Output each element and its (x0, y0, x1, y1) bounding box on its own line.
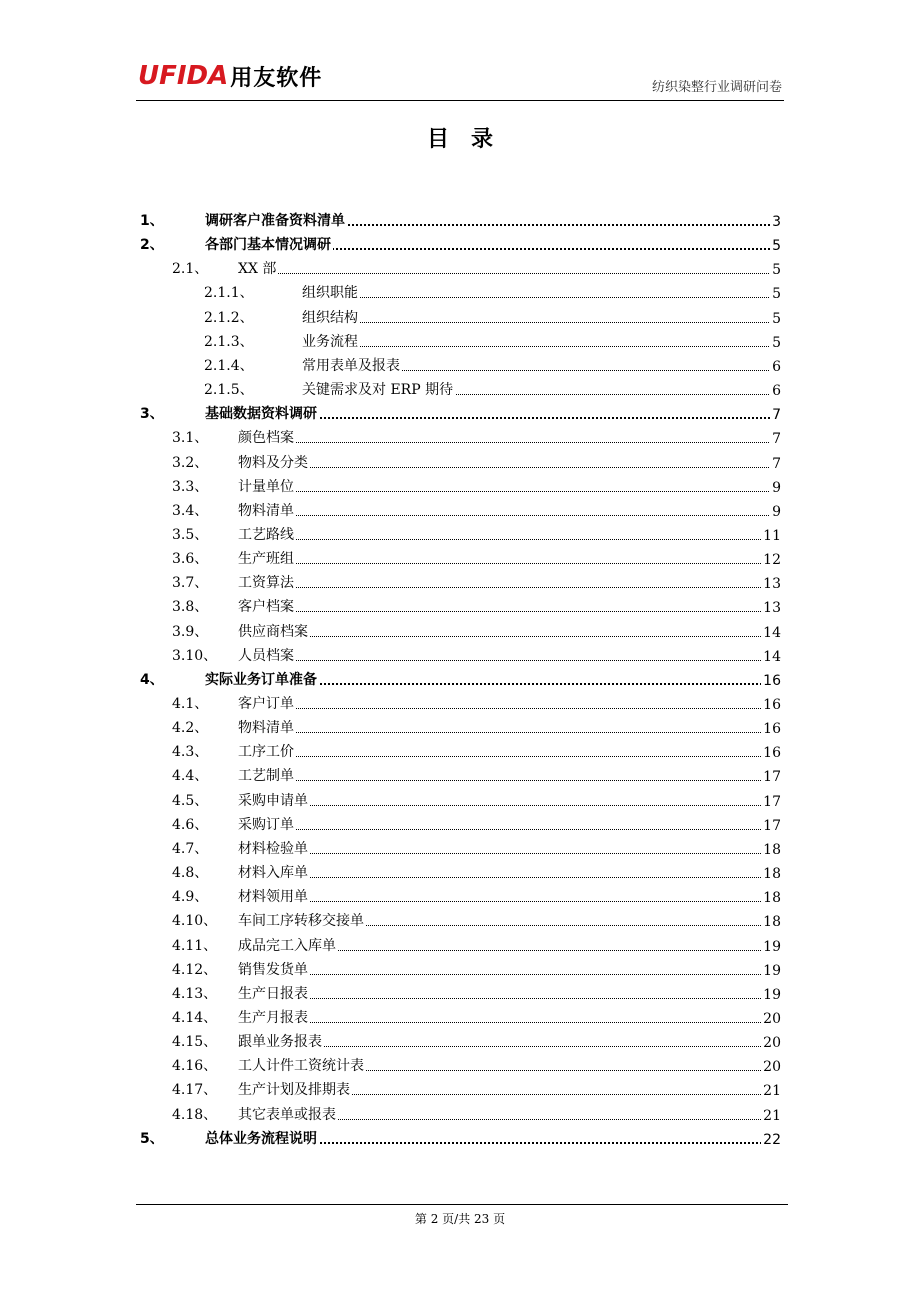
toc-entry-label[interactable]: 材料入库单 (238, 862, 310, 882)
toc-entry[interactable] (204, 305, 781, 329)
toc-entry-page: 13 (763, 576, 781, 593)
toc-leader-dots (238, 467, 781, 468)
toc-entry-label[interactable]: 物料清单 (238, 717, 296, 737)
toc-entry[interactable] (172, 908, 781, 932)
toc-entry-page: 21 (763, 1083, 781, 1100)
toc-entry-label[interactable]: 成品完工入库单 (238, 935, 338, 955)
toc-leader-dots (238, 877, 781, 878)
toc-entry[interactable] (172, 619, 781, 643)
toc-leader-dots (238, 539, 781, 540)
toc-entry[interactable] (172, 474, 781, 498)
toc-entry-page: 3 (772, 214, 781, 230)
toc-entry-label[interactable]: 计量单位 (238, 476, 296, 496)
toc-leader-dots (238, 708, 781, 709)
toc-entry-number: 4.16、 (172, 1058, 218, 1075)
toc-entry-number: 3.6、 (172, 551, 209, 568)
toc-entry-page: 20 (763, 1059, 781, 1076)
toc-entry-page: 18 (763, 914, 781, 931)
toc-entry-number: 4.7、 (172, 840, 209, 857)
toc-entry-number: 3.7、 (172, 575, 209, 592)
toc-entry-label[interactable]: 总体业务流程说明 (205, 1128, 319, 1148)
document-header-title: 纺织染整行业调研问卷 (651, 80, 782, 95)
logo-text-cn: 用友软件 (230, 65, 323, 91)
toc-entry-number: 4.5、 (172, 792, 209, 809)
toc-entry[interactable] (140, 667, 781, 691)
toc-entry-label[interactable]: 跟单业务报表 (238, 1031, 324, 1051)
toc-entry-number: 4.9、 (172, 889, 209, 906)
toc-entry-page: 14 (763, 648, 781, 665)
toc-entry-number: 4.6、 (172, 816, 209, 833)
company-logo (138, 60, 322, 92)
toc-entry-label[interactable]: 颜色档案 (238, 427, 296, 447)
toc-entry-page: 6 (772, 383, 781, 400)
toc-entry-label[interactable]: 关键需求及对 ERP 期待 (302, 379, 455, 399)
toc-entry-page: 7 (772, 431, 781, 448)
toc-entry[interactable] (204, 329, 781, 353)
toc-entry[interactable] (172, 570, 781, 594)
header-divider (136, 100, 784, 101)
toc-leader-dots (238, 829, 781, 830)
toc-entry-label[interactable]: 客户档案 (238, 596, 296, 616)
toc-entry-number: 3.3、 (172, 478, 209, 495)
toc-entry-number: 4.8、 (172, 865, 209, 882)
toc-entry-page: 18 (763, 890, 781, 907)
toc-entry[interactable] (140, 208, 781, 232)
toc-entry[interactable] (140, 232, 781, 256)
toc-entry-label[interactable]: 业务流程 (302, 331, 360, 351)
toc-entry-label[interactable]: 组织结构 (302, 307, 360, 327)
toc-leader-dots (238, 853, 781, 854)
toc-entry[interactable] (204, 353, 781, 377)
toc-leader-dots (238, 974, 781, 975)
toc-entry-number: 4.17、 (172, 1082, 218, 1099)
toc-entry-page: 9 (772, 503, 781, 520)
toc-entry-number: 4.13、 (172, 985, 218, 1002)
toc-leader-dots (238, 442, 781, 443)
toc-entry-label[interactable]: 生产班组 (238, 548, 296, 568)
toc-entry-number: 4.18、 (172, 1106, 218, 1123)
toc-entry-label[interactable]: 采购订单 (238, 814, 296, 834)
toc-entry-number: 2.1.2、 (204, 309, 254, 326)
toc-entry[interactable] (172, 836, 781, 860)
toc-leader-dots (238, 636, 781, 637)
toc-entry-page: 16 (763, 745, 781, 762)
toc-entry-label[interactable]: 销售发货单 (238, 959, 310, 979)
toc-entry-number: 5、 (140, 1130, 164, 1147)
toc-entry-page: 22 (763, 1131, 781, 1148)
toc-entry-page: 6 (772, 358, 781, 375)
toc-entry-label[interactable]: 供应商档案 (238, 621, 310, 641)
footer-divider (136, 1204, 788, 1205)
toc-entry[interactable] (172, 933, 781, 957)
toc-entry-label[interactable]: 工序工价 (238, 741, 296, 761)
toc-entry-label[interactable]: 生产月报表 (238, 1007, 310, 1027)
toc-entry-number: 2.1.5、 (204, 382, 254, 399)
toc-entry-label[interactable]: 基础数据资料调研 (205, 403, 319, 423)
toc-entry-label[interactable]: 材料领用单 (238, 886, 310, 906)
toc-leader-dots (238, 660, 781, 661)
toc-leader-dots (238, 732, 781, 733)
toc-entry-number: 3.9、 (172, 623, 209, 640)
toc-entry[interactable] (172, 1077, 781, 1101)
toc-entry-page: 18 (763, 841, 781, 858)
toc-entry-page: 16 (763, 697, 781, 713)
toc-entry-page: 5 (772, 334, 781, 351)
toc-entry[interactable] (204, 280, 781, 304)
toc-leader-dots (302, 322, 781, 323)
toc-entry-page: 20 (763, 1010, 781, 1027)
toc-entry[interactable] (172, 1005, 781, 1029)
toc-entry-label[interactable]: 工人计件工资统计表 (238, 1055, 366, 1075)
toc-entry-label[interactable]: 工资算法 (238, 572, 296, 592)
toc-entry-number: 2.1.1、 (204, 285, 254, 302)
toc-entry[interactable] (172, 715, 781, 739)
toc-entry[interactable] (172, 884, 781, 908)
toc-entry[interactable] (172, 425, 781, 449)
toc-entry-page: 17 (763, 793, 781, 810)
toc-entry-number: 4.14、 (172, 1009, 218, 1026)
toc-entry-page: 7 (772, 407, 781, 424)
toc-entry[interactable] (172, 981, 781, 1005)
toc-entry-page: 18 (763, 866, 781, 883)
logo-text-en: UFIDA (138, 61, 229, 91)
toc-entry-label[interactable]: 客户订单 (238, 693, 296, 713)
toc-entry[interactable] (172, 1102, 781, 1126)
toc-entry-number: 4.10、 (172, 913, 218, 930)
toc-leader-dots (238, 998, 781, 999)
toc-entry[interactable] (172, 957, 781, 981)
toc-entry[interactable] (172, 812, 781, 836)
toc-entry-page: 16 (763, 721, 781, 738)
toc-entry[interactable] (172, 739, 781, 763)
toc-entry-label[interactable]: 组织职能 (302, 282, 360, 302)
toc-entry-label[interactable]: 各部门基本情况调研 (205, 234, 333, 254)
toc-entry[interactable] (172, 1029, 781, 1053)
toc-entry-page: 17 (763, 817, 781, 834)
toc-entry-page: 12 (763, 552, 781, 569)
toc-entry-label[interactable]: 物料清单 (238, 500, 296, 520)
toc-entry-number: 4.4、 (172, 768, 209, 785)
toc-entry-page: 20 (763, 1035, 781, 1052)
toc-entry-label[interactable]: 生产计划及排期表 (238, 1079, 352, 1099)
page-title: 目录 (426, 126, 515, 152)
toc-entry[interactable] (172, 860, 781, 884)
toc-entry-page: 19 (763, 986, 781, 1003)
toc-entry-number: 1、 (140, 213, 164, 229)
toc-entry-number: 3.10、 (172, 647, 218, 664)
toc-entry-label[interactable]: 工艺路线 (238, 524, 296, 544)
toc-entry[interactable] (172, 594, 781, 618)
toc-entry-page: 19 (763, 938, 781, 955)
toc-entry-number: 4.11、 (172, 937, 218, 954)
toc-entry[interactable] (172, 1053, 781, 1077)
toc-entry[interactable] (140, 401, 781, 425)
toc-entry[interactable] (172, 498, 781, 522)
toc-entry-number: 3.1、 (172, 430, 209, 447)
toc-entry-number: 2.1.3、 (204, 333, 254, 350)
toc-entry-page: 13 (763, 600, 781, 617)
toc-entry-label[interactable]: 采购申请单 (238, 790, 310, 810)
toc-entry-number: 4、 (140, 671, 164, 688)
toc-leader-dots (238, 901, 781, 902)
toc-entry-page: 5 (772, 262, 781, 279)
toc-entry-label[interactable]: 工艺制单 (238, 765, 296, 785)
toc-entry-page: 14 (763, 624, 781, 641)
toc-entry[interactable] (140, 1126, 781, 1150)
toc-entry-number: 4.15、 (172, 1034, 218, 1051)
toc-entry-page: 11 (763, 527, 781, 544)
toc-entry[interactable] (172, 763, 781, 787)
toc-entry-page: 17 (763, 769, 781, 786)
toc-entry-number: 4.12、 (172, 961, 218, 978)
toc-leader-dots (238, 1022, 781, 1023)
toc-entry-number: 2.1.4、 (204, 357, 254, 374)
toc-entry-number: 4.3、 (172, 744, 209, 761)
toc-entry[interactable] (172, 256, 781, 280)
toc-leader-dots (302, 297, 781, 298)
toc-leader-dots (238, 780, 781, 781)
toc-entry-number: 3.4、 (172, 502, 209, 519)
toc-entry-number: 3、 (140, 406, 164, 423)
toc-entry-page: 16 (763, 672, 781, 689)
toc-leader-dots (238, 273, 781, 274)
toc-entry-label[interactable]: 物料及分类 (238, 452, 310, 472)
toc-entry[interactable] (172, 643, 781, 667)
toc-entry-number: 4.1、 (172, 696, 209, 712)
toc-entry-number: 3.8、 (172, 599, 209, 616)
toc-entry-number: 3.5、 (172, 526, 209, 543)
toc-leader-dots (238, 587, 781, 588)
toc-entry[interactable] (172, 788, 781, 812)
toc-entry[interactable] (172, 691, 781, 715)
toc-leader-dots (302, 346, 781, 347)
toc-entry-label[interactable]: 人员档案 (238, 645, 296, 665)
toc-leader-dots (238, 611, 781, 612)
toc-entry-label[interactable]: 车间工序转移交接单 (238, 910, 366, 930)
toc-entry-page: 5 (772, 310, 781, 327)
toc-entry-label[interactable]: 常用表单及报表 (302, 355, 402, 375)
toc-entry-label[interactable]: 材料检验单 (238, 838, 310, 858)
toc-leader-dots (238, 756, 781, 757)
toc-entry[interactable] (204, 377, 781, 401)
toc-entry-number: 4.2、 (172, 720, 209, 737)
toc-entry[interactable] (172, 546, 781, 570)
toc-entry[interactable] (172, 522, 781, 546)
toc-entry-page: 21 (763, 1107, 781, 1124)
page-footer: 第 2 页/共 23 页 (414, 1212, 506, 1226)
toc-entry-label[interactable]: 调研客户准备资料清单 (205, 210, 347, 230)
toc-entry-label[interactable]: XX 部 (238, 258, 278, 278)
toc-entry-page: 19 (763, 962, 781, 979)
toc-entry-label[interactable]: 其它表单或报表 (238, 1104, 338, 1124)
toc-entry-page: 5 (772, 286, 781, 303)
toc-entry-label[interactable]: 生产日报表 (238, 983, 310, 1003)
toc-leader-dots (238, 515, 781, 516)
toc-leader-dots (238, 563, 781, 564)
toc-entry-number: 3.2、 (172, 454, 209, 471)
toc-entry-number: 2.1、 (172, 261, 209, 278)
toc-leader-dots (238, 491, 781, 492)
toc-entry-label[interactable]: 实际业务订单准备 (205, 669, 319, 689)
toc-entry-page: 9 (772, 479, 781, 496)
toc-entry[interactable] (172, 450, 781, 474)
toc-entry-page: 7 (772, 455, 781, 472)
toc-entry-number: 2、 (140, 237, 164, 254)
toc-leader-dots (238, 805, 781, 806)
toc-entry-page: 5 (772, 238, 781, 255)
